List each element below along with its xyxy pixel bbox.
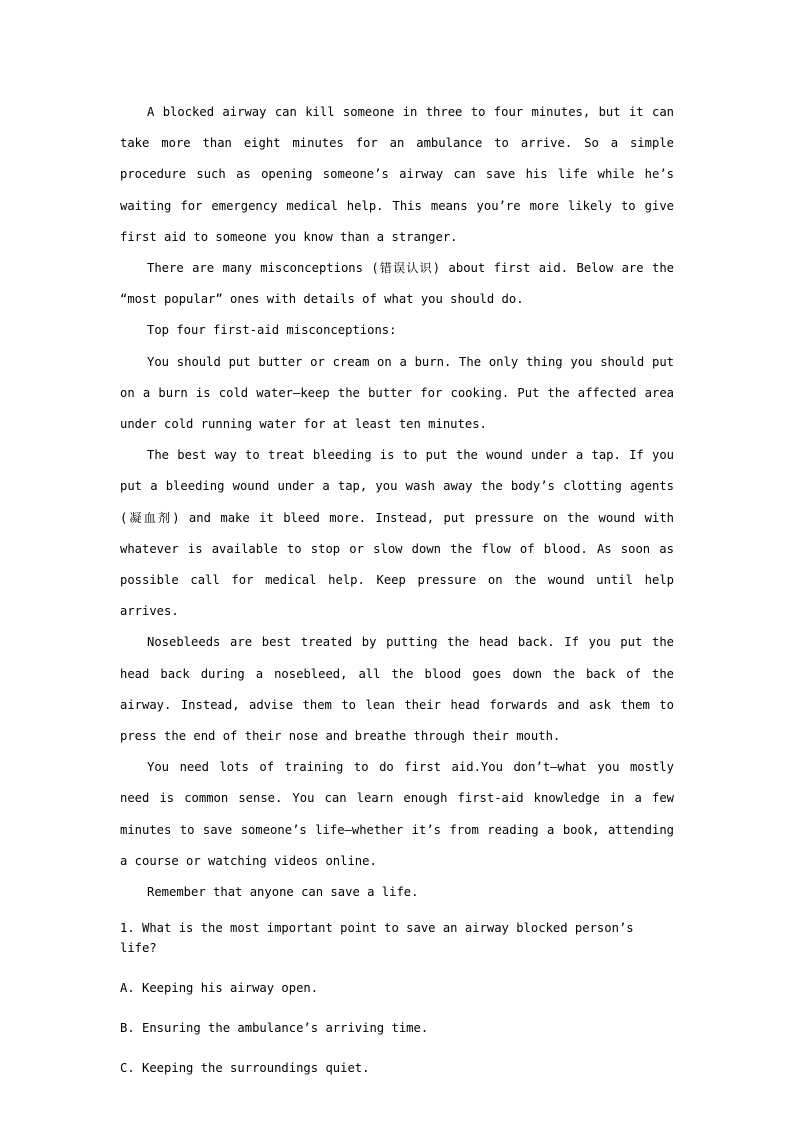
- passage-paragraph-4: You should put butter or cream on a burn. The only thing you should put on a burn is cold water—keep the butter for cooking. Put the affected area under cold running water for at least ten minutes.: [120, 354, 674, 432]
- option-b: B. Ensuring the ambulance’s arriving time.: [120, 1021, 429, 1036]
- passage-paragraph-3: Top four first-aid misconceptions:: [147, 323, 397, 338]
- option-a: A. Keeping his airway open.: [120, 981, 319, 996]
- passage-paragraph-1: A blocked airway can kill someone in three to four minutes, but it can take more than eight minutes for an ambulance to arrive. So a simple procedure such as opening someone’s airway can save his life while he’s waiting for emergency medical help. This means you’re more likely to give first aid to someone you know than a stranger.: [120, 105, 674, 244]
- passage-paragraph-5: The best way to treat bleeding is to put the wound under a tap. If you put a bleeding wound under a tap, you wash away the body’s clotting agents (凝血剂) and make it bleed more. Instead, put pressure on the wound with whatever is available to stop or slow down the flow of blood. As soon as possible call for medical help. Keep pressure on the wound until help arrives.: [120, 448, 674, 619]
- document-content: [120, 97, 674, 1078]
- question-stem: 1. What is the most important point to save an airway blocked person’s life?: [120, 921, 634, 956]
- passage-paragraph-6: Nosebleeds are best treated by putting the head back. If you put the head back during a nosebleed, all the blood goes down the back of the airway. Instead, advise them to lean their head forwards and ask them to press the end of their nose and breathe through their mouth.: [120, 635, 674, 744]
- passage-paragraph-7: You need lots of training to do first aid.You don’t—what you mostly need is common sense. You can learn enough first-aid knowledge in a few minutes to save someone’s life—whether it’s from reading a book, attending a course or watching videos online.: [120, 760, 674, 868]
- option-c: C. Keeping the surroundings quiet.: [120, 1061, 370, 1076]
- passage-paragraph-2: There are many misconceptions (错误认识) about first aid. Below are the “most popular” ones with details of what you should do.: [120, 261, 674, 307]
- passage-paragraph-8: Remember that anyone can save a life.: [147, 885, 419, 900]
